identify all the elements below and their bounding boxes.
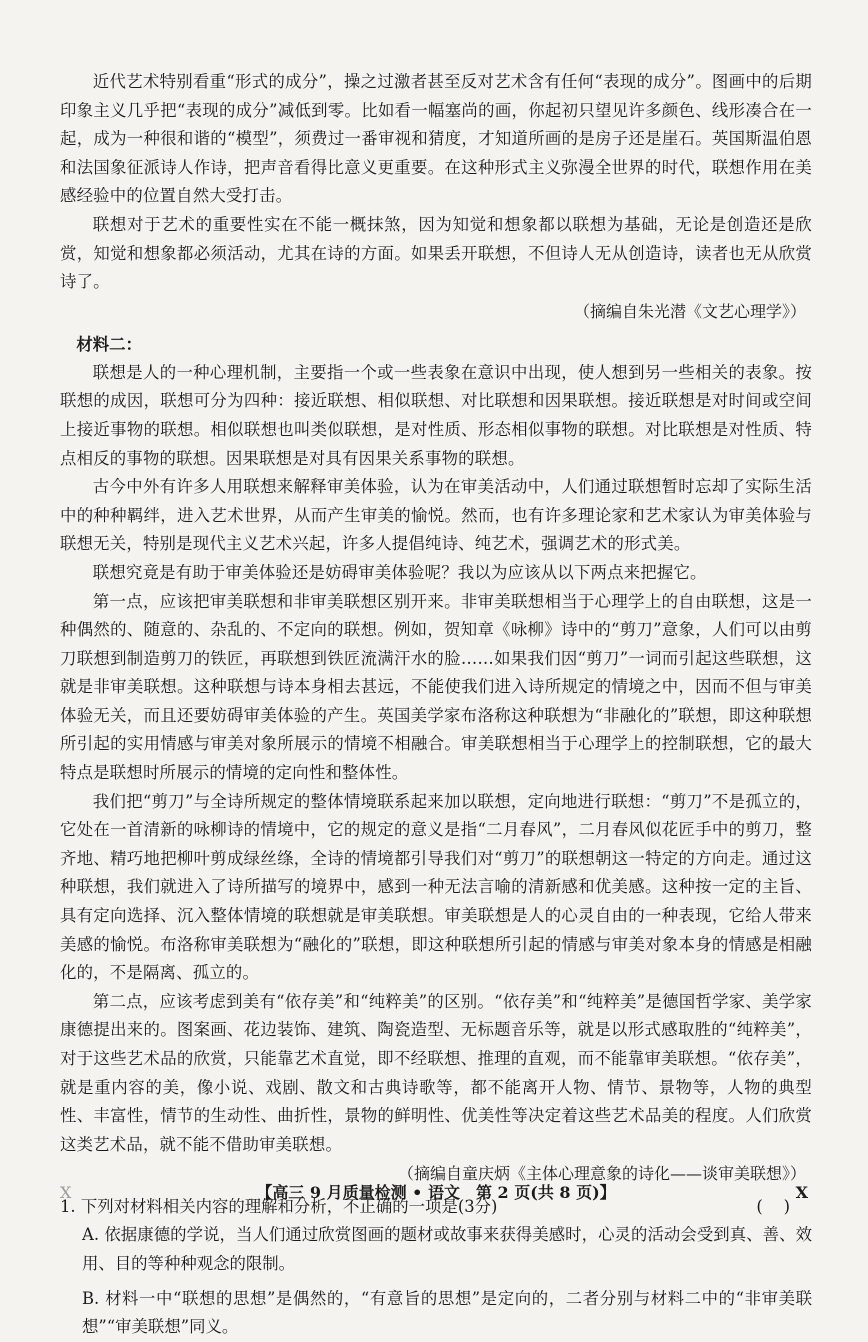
question-1-stem: 1. 下列对材料相关内容的理解和分析，不正确的一项是(3分): [60, 1197, 498, 1217]
answer-bracket: ( ): [756, 1197, 790, 1217]
material-two-heading: 材料二：: [76, 334, 142, 354]
material-two-paragraph-5: 我们把“剪刀”与全诗所规定的整体情境联系起来加以联想，定向地进行联想：“剪刀”不是孤立的，它处在一首清新的咏柳诗的情境中，它的规定的意义是指“二月春风”，二月春风似花匠手中的剪刀，整齐地、精巧地把柳叶剪成绿丝绦，全诗的情境都引导我们对“剪刀”的联想朝这一特定的方向走。通过这种联想，我们就进入了诗所描写的境界中，感到一种无法言喻的清新感和优美感。这种按一定的主旨、具有定向选择、沉入整体情境的联想就是审美联想。审美联想是人的心灵自由的一种表现，它给人带来美感的愉悦。布洛称审美联想为“融化的”联想，即这种联想所引起的情感与审美对象本身的情感是相融化的，不是隔离、孤立的。: [60, 791, 812, 983]
question-1: [60, 1193, 812, 1341]
material-one-paragraph-1: 近代艺术特别看重“形式的成分”，操之过激者甚至反对艺术含有任何“表现的成分”。图画中的后期印象主义几乎把“表现的成分”减低到零。比如看一幅塞尚的画，你起初只望见许多颜色、线形凑合在一起，成为一种很和谐的“模型”，须费过一番审视和猜度，才知道所画的是房子还是崖石。英国斯温伯恩和法国象征派诗人作诗，把声音看得比意义更重要。在这种形式主义弥漫全世界的时代，联想作用在美感经验中的位置自然大受打击。: [60, 72, 812, 206]
material-one: [60, 68, 812, 325]
material-two-paragraph-3: 联想究竟是有助于审美体验还是妨碍审美体验呢？我以为应该从以下两点来把握它。: [92, 562, 707, 582]
footer-left-mark: X: [60, 1183, 72, 1202]
footer-page-info: 【高三 9 月质量检测 • 语文 第 2 页(共 8 页)】: [256, 1183, 616, 1202]
material-one-paragraph-2: 联想对于艺术的重要性实在不能一概抹煞，因为知觉和想象都以联想为基础，无论是创造还是欣赏，知觉和想象都必须活动，尤其在诗的方面。如果丢开联想，不但诗人无从创造诗，读者也无从欣赏诗了。: [60, 214, 812, 292]
material-one-source: （摘编自朱光潜《文艺心理学》）: [573, 301, 806, 321]
material-two-paragraph-4: 第一点，应该把审美联想和非审美联想区别开来。非审美联想相当于心理学上的自由联想，这是一种偶然的、随意的、杂乱的、不定向的联想。例如，贺知章《咏柳》诗中的“剪刀”意象，人们可以由剪刀联想到制造剪刀的铁匠，再联想到铁匠流满汗水的脸……如果我们因“剪刀”一词而引起这些联想，这就是非审美联想。这种联想与诗本身相去甚远，不能使我们进入诗所规定的情境之中，因而不但与审美体验无关，而且还要妨碍审美体验的产生。英国美学家布洛称这种联想为“非融化的”联想，即这种联想所引起的实用情感与审美对象所展示的情境不相融合。审美联想相当于心理学上的控制联想，它的最大特点是联想时所展示的情境的定向性和整体性。: [60, 591, 812, 783]
option-b: B. 材料一中“联想的思想”是偶然的，“有意旨的思想”是定向的，二者分别与材料二中的“非审美联想”“审美联想”同义。: [82, 1288, 812, 1337]
material-two-paragraph-1: 联想是人的一种心理机制，主要指一个或一些表象在意识中出现，使人想到另一些相关的表象。按联想的成因，联想可分为四种：接近联想、相似联想、对比联想和因果联想。接近联想是对时间或空间上接近事物的联想。相似联想也叫类似联想，是对性质、形态相似事物的联想。对比联想是对性质、特点相反的事物的联想。因果联想是对具有因果关系事物的联想。: [60, 362, 812, 468]
option-a: A. 依据康德的学说，当人们通过欣赏图画的题材或故事来获得美感时，心灵的活动会受到真、善、效用、目的等种种观念的限制。: [82, 1225, 812, 1273]
material-two-source: （摘编自童庆炳《主体心理意象的诗化——谈审美联想》）: [397, 1164, 806, 1184]
material-two-paragraph-6: 第二点，应该考虑到美有“依存美”和“纯粹美”的区别。“依存美”和“纯粹美”是德国哲学家、美学家康德提出来的。图案画、花边装饰、建筑、陶瓷造型、无标题音乐等，就是以形式感取胜的“纯粹美”，对于这些艺术品的欣赏，只能靠艺术直觉，即不经联想、推理的直观，而不能靠审美联想。“依存美”，就是重内容的美，像小说、戏剧、散文和古典诗歌等，都不能离开人物、情节、景物等，人物的典型性、丰富性，情节的生动性、曲折性，景物的鲜明性、优美性等决定着这些艺术品美的程度。人们欣赏这类艺术品，就不能不借助审美联想。: [60, 991, 812, 1154]
material-two-paragraph-2: 古今中外有许多人用联想来解释审美体验，认为在审美活动中，人们通过联想暂时忘却了实际生活中的种种羁绊，进入艺术世界，从而产生审美的愉悦。然而，也有许多理论家和艺术家认为审美体验与联想无关，特别是现代主义艺术兴起，许多人提倡纯诗、纯艺术，强调艺术的形式美。: [60, 477, 812, 554]
footer-right-mark: X: [795, 1183, 808, 1202]
material-two: [60, 331, 812, 1188]
